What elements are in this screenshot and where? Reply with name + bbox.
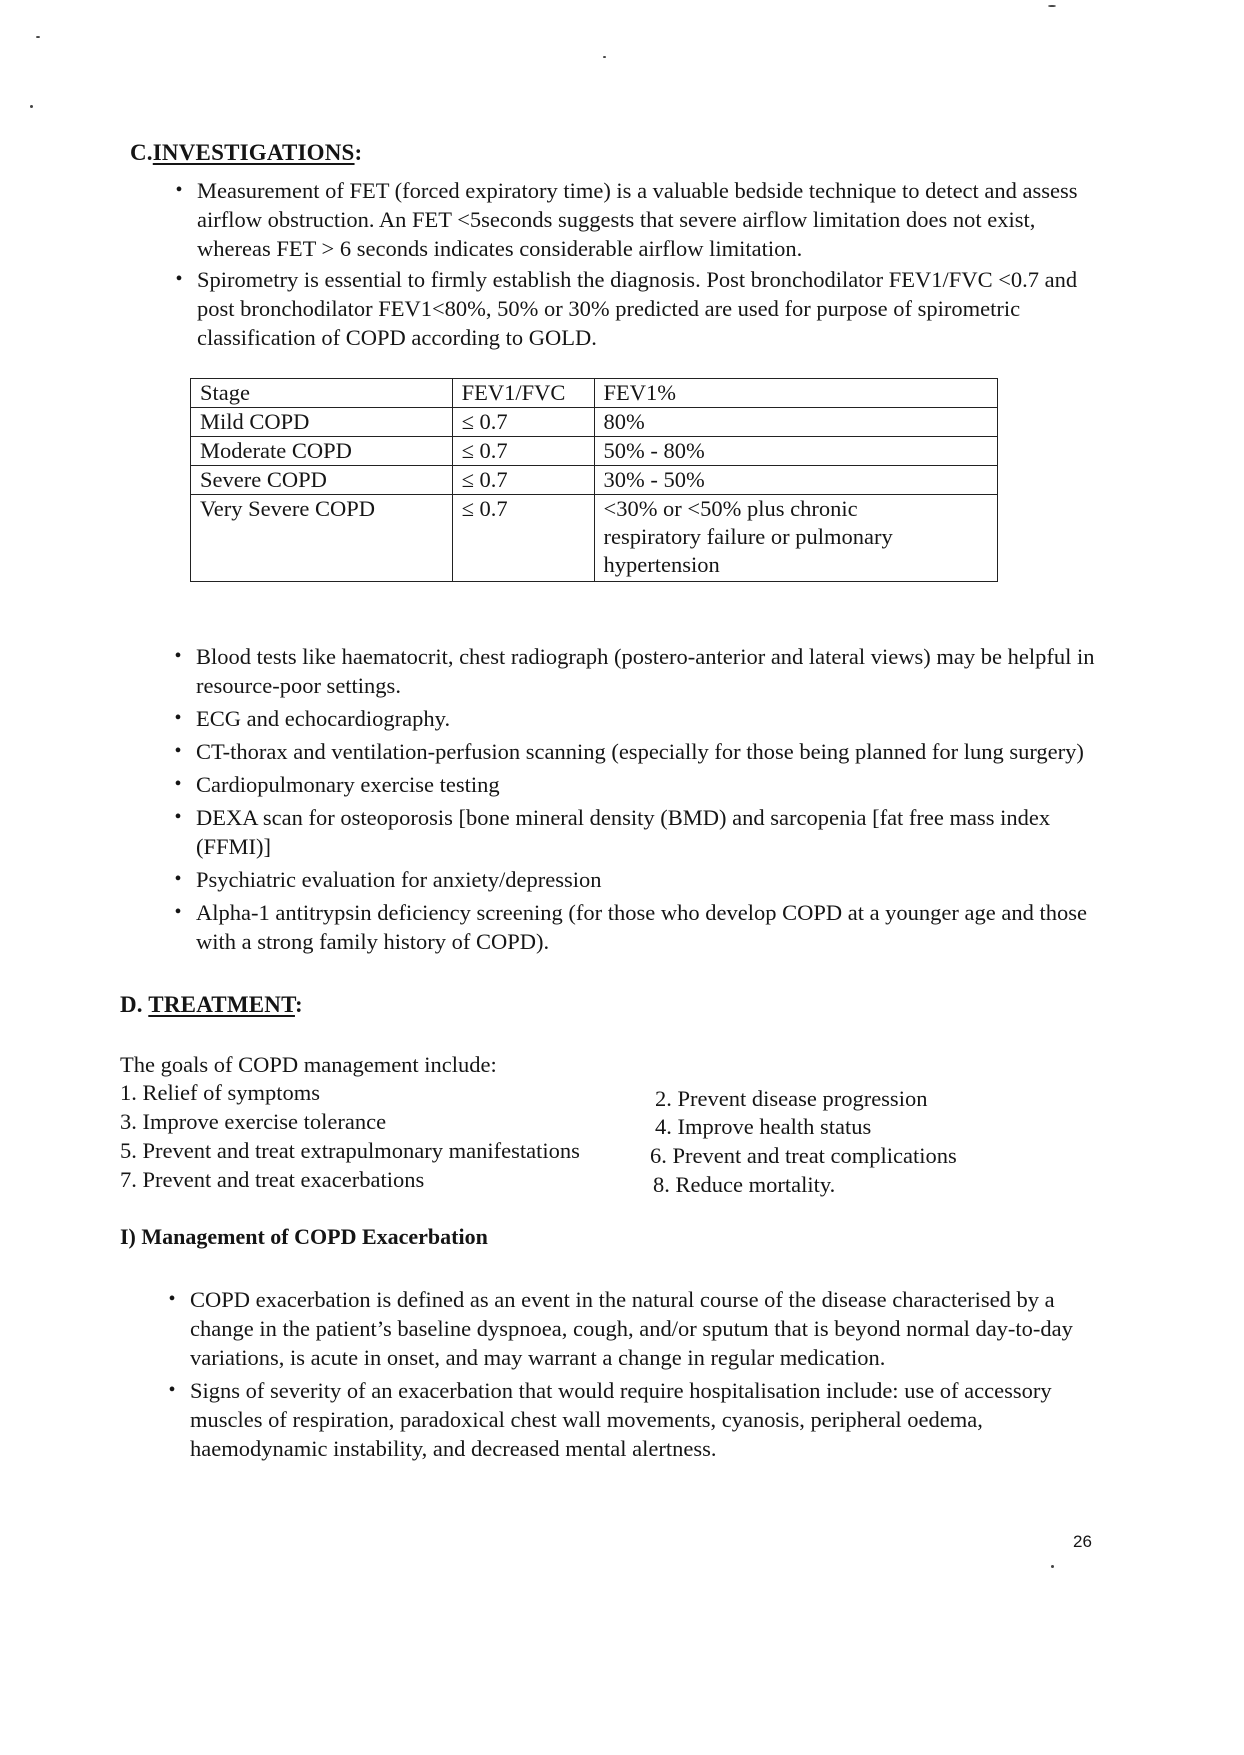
goal-item: 6. Prevent and treat complications <box>650 1143 957 1168</box>
table-row <box>191 408 998 437</box>
goal-item: 4. Improve health status <box>655 1114 872 1139</box>
goal-item: 2. Prevent disease progression <box>655 1086 928 1111</box>
exacerbation-bullet-list <box>154 1285 1102 1463</box>
bullet-icon: • <box>175 179 183 201</box>
list-item-text: Alpha-1 antitrypsin deficiency screening (for those who develop COPD at a younger age and those with a strong family history of COPD). <box>196 900 1087 954</box>
table-header-cell: FEV1/FVC <box>452 379 594 408</box>
exacerbation-subheading: I) Management of COPD Exacerbation <box>120 1224 488 1249</box>
treatment-heading <box>120 992 303 1018</box>
investigations-heading <box>130 140 362 166</box>
scan-speck <box>30 105 33 108</box>
table-cell: Mild COPD <box>191 408 453 437</box>
bullet-icon: • <box>168 1379 176 1401</box>
table-cell: ≤ 0.7 <box>452 437 594 466</box>
list-item-text: ECG and echocardiography. <box>196 706 451 731</box>
list-item-text: Cardiopulmonary exercise testing <box>196 772 500 797</box>
goals-intro: The goals of COPD management include: <box>120 1052 497 1077</box>
list-item <box>161 265 1101 352</box>
table-cell: ≤ 0.7 <box>452 495 594 582</box>
bullet-icon: • <box>174 740 182 762</box>
scan-speck <box>36 36 40 38</box>
list-item-text: CT-thorax and ventilation-perfusion scanning (especially for those being planned for lung surgery) <box>196 739 1084 764</box>
list-item <box>161 176 1101 263</box>
table-cell: Very Severe COPD <box>191 495 453 582</box>
bullet-icon: • <box>174 868 182 890</box>
table-cell: 80% <box>594 408 998 437</box>
page-number: 26 <box>1073 1532 1092 1551</box>
table-header-row <box>191 379 998 408</box>
bullet-icon: • <box>174 806 182 828</box>
goal-item: 5. Prevent and treat extrapulmonary manifestations <box>120 1138 580 1163</box>
heading-suffix: : <box>354 140 363 165</box>
table-cell: <30% or <50% plus chronic respiratory failure or pulmonary hypertension <box>594 495 998 582</box>
goal-item: 8. Reduce mortality. <box>653 1172 836 1197</box>
goal-item: 7. Prevent and treat exacerbations <box>120 1167 425 1192</box>
scan-speck <box>1051 1565 1054 1568</box>
table-header-cell: FEV1% <box>594 379 998 408</box>
bullet-icon: • <box>174 773 182 795</box>
table-cell: Moderate COPD <box>191 437 453 466</box>
table-header-cell: Stage <box>191 379 453 408</box>
list-item-text: Measurement of FET (forced expiratory time) is a valuable bedside technique to detect and assess airflow obstruction. An FET <5seconds suggests that severe airflow limitation does not exist, whereas FET > 6 seconds indicates considerable airflow limitation. <box>197 178 1078 261</box>
table-cell: 50% - 80% <box>594 437 998 466</box>
table-row <box>191 466 998 495</box>
table-row <box>191 437 998 466</box>
investigations-more-bullet-list <box>160 642 1102 956</box>
list-item <box>154 1376 1102 1463</box>
scan-speck <box>1048 5 1056 7</box>
table-cell: Severe COPD <box>191 466 453 495</box>
list-item <box>160 865 1102 894</box>
list-item <box>154 1285 1102 1372</box>
table-cell: ≤ 0.7 <box>452 466 594 495</box>
bullet-icon: • <box>174 901 182 923</box>
list-item-text: Signs of severity of an exacerbation that would require hospitalisation include: use of accessory muscles of respiration, paradoxical chest wall movements, cyanosis, peripheral oedema, haemodynamic instability, and decreased mental alertness. <box>190 1378 1052 1461</box>
heading-text: INVESTIGATIONS <box>152 140 355 165</box>
list-item-text: Blood tests like haematocrit, chest radiograph (postero-anterior and lateral views) may be helpful in resource-poor settings. <box>196 644 1095 698</box>
table-cell: 30% - 50% <box>594 466 998 495</box>
bullet-icon: • <box>175 268 183 290</box>
list-item <box>160 803 1102 861</box>
scan-speck <box>603 56 606 58</box>
list-item <box>160 770 1102 799</box>
heading-suffix: : <box>294 992 303 1017</box>
heading-prefix: D. <box>120 992 149 1017</box>
investigations-bullet-list <box>161 176 1101 352</box>
bullet-icon: • <box>174 645 182 667</box>
list-item-text: Spirometry is essential to firmly establish the diagnosis. Post bronchodilator FEV1/FVC <0.7 and post bronchodilator FEV1<80%, 50% or 30% predicted are used for purpose of spirometric classification of COPD according to GOLD. <box>197 267 1078 350</box>
heading-text: TREATMENT <box>148 992 295 1017</box>
list-item <box>160 642 1102 700</box>
bullet-icon: • <box>174 707 182 729</box>
list-item-text: Psychiatric evaluation for anxiety/depression <box>196 867 602 892</box>
table-row <box>191 495 998 582</box>
goal-item: 3. Improve exercise tolerance <box>120 1109 387 1134</box>
gold-classification-table <box>190 378 998 582</box>
bullet-icon: • <box>168 1288 176 1310</box>
list-item <box>160 898 1102 956</box>
list-item <box>160 704 1102 733</box>
list-item-text: COPD exacerbation is defined as an event in the natural course of the disease characterised by a change in the patient’s baseline dyspnoea, cough, and/or sputum that is beyond normal day-to-day variations, is acute in onset, and may warrant a change in regular medication. <box>190 1287 1073 1370</box>
goal-item: 1. Relief of symptoms <box>120 1080 320 1105</box>
heading-prefix: C. <box>130 140 153 165</box>
list-item-text: DEXA scan for osteoporosis [bone mineral density (BMD) and sarcopenia [fat free mass index (FFMI)] <box>196 805 1051 859</box>
list-item <box>160 737 1102 766</box>
table-cell: ≤ 0.7 <box>452 408 594 437</box>
